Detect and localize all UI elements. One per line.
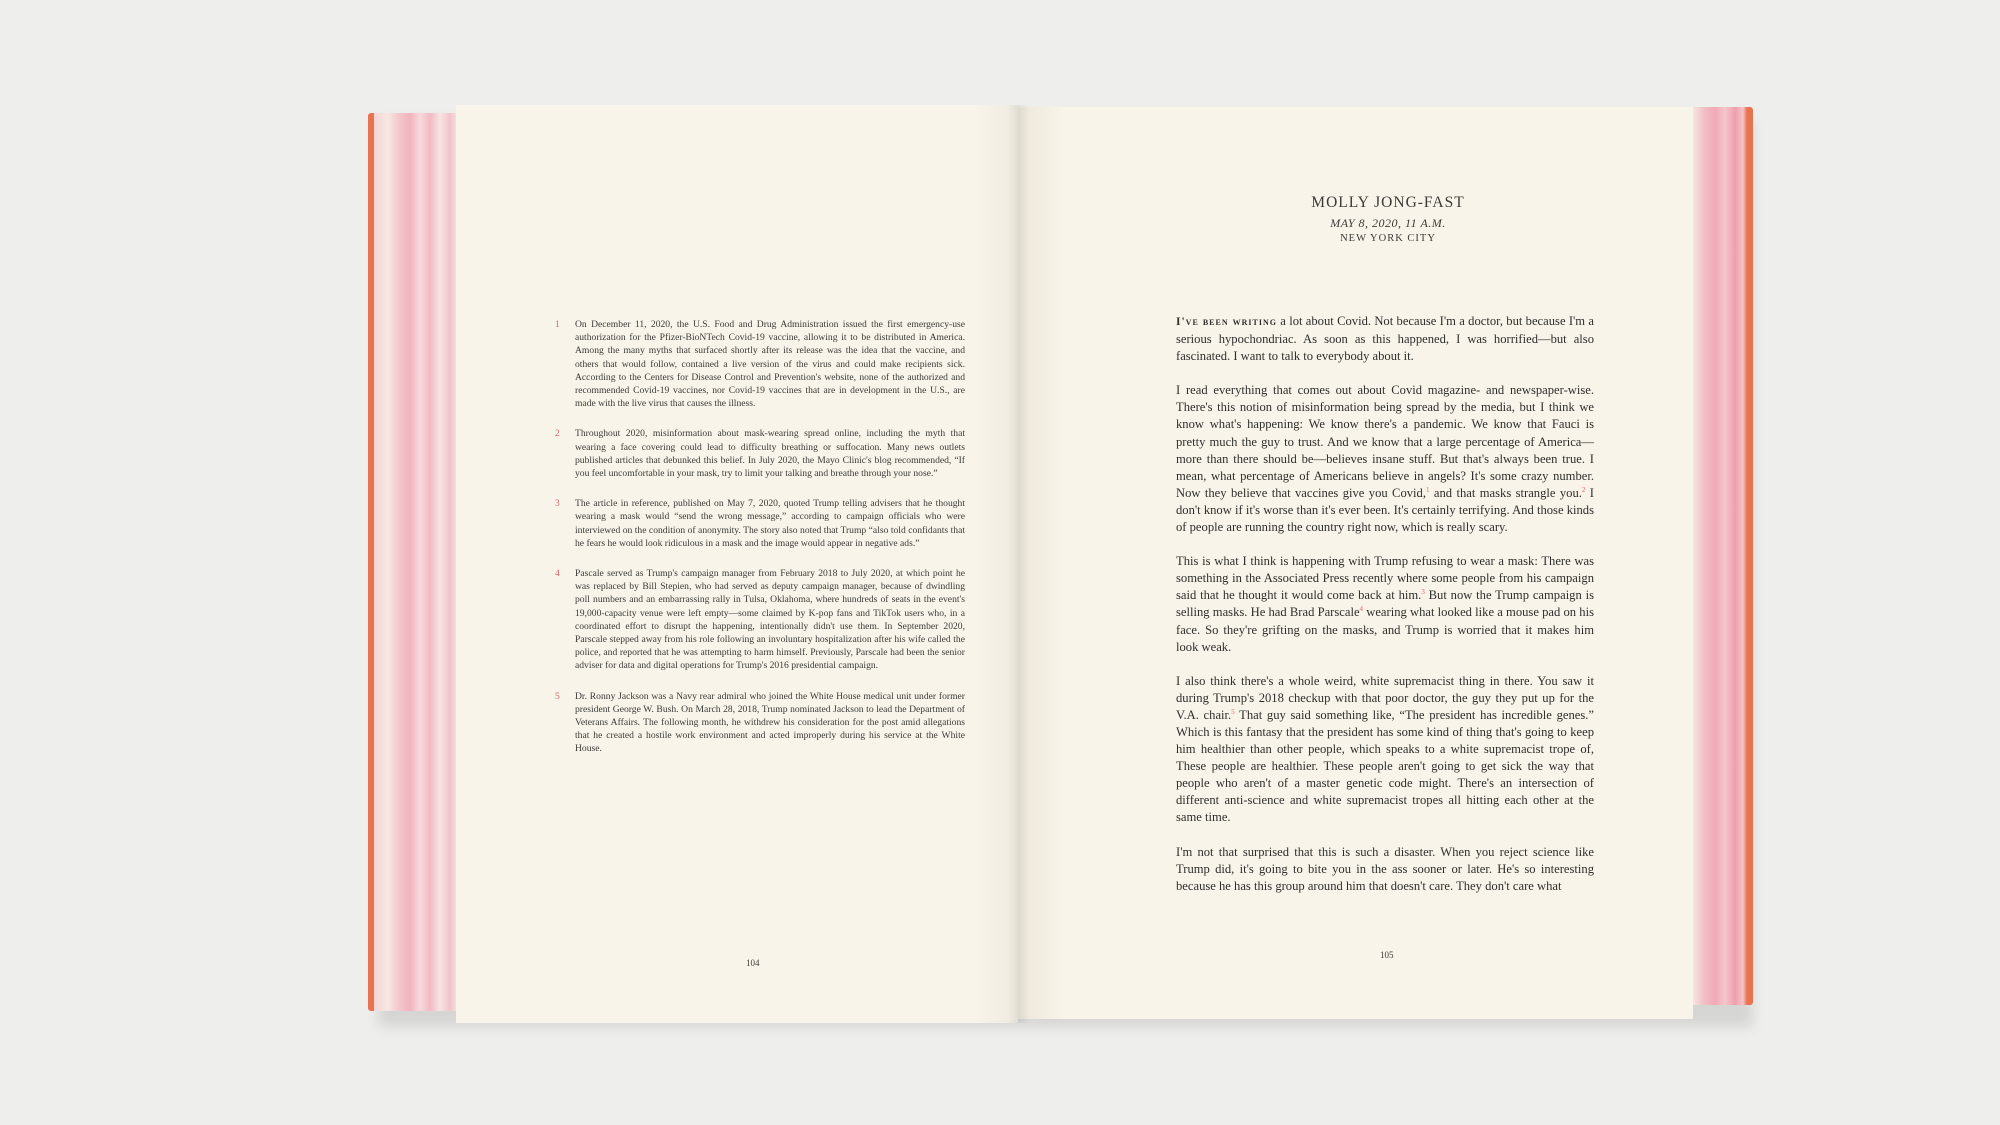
paragraph	[1176, 382, 1594, 536]
footnote-ref[interactable]: 2	[1581, 485, 1586, 494]
paragraph	[1176, 313, 1594, 365]
paragraph-text: I don't know if it's worse than it's ever been. It's certainly terrifying. And those kinds of people are running the country right now, which is really scary.	[1176, 485, 1594, 535]
paragraph-text: wearing what looked like a mouse pad on his face. So they're grifting on the masks, and Trump is worried that it makes him look weak.	[1176, 605, 1594, 654]
paragraph	[1176, 673, 1594, 827]
left-page-edges	[368, 113, 458, 1011]
page-number-left: 104	[746, 958, 760, 968]
footnote-number: 5	[555, 690, 560, 702]
paragraph	[1176, 553, 1594, 656]
paragraph-text: and that masks strangle you.	[1429, 485, 1582, 500]
lead-in: I've been writing	[1176, 316, 1277, 328]
footnotes	[555, 318, 965, 773]
footnote-ref[interactable]: 4	[1359, 605, 1364, 614]
footnote-text: The article in reference, published on May 7, 2020, quoted Trump telling advisers that he thought wearing a mask would “send the wrong message,” according to campaign officials who were interviewed on the condition of anonymity. The story also noted that Trump “also told confidants that he fears he would look ridiculous in a mask and the image would appear in negative ads.”	[575, 498, 965, 549]
page-number-right: 105	[1380, 950, 1394, 960]
book-gutter	[1008, 105, 1030, 1023]
paragraph-text: But now the Trump campaign is selling masks. He had Brad Parscale	[1176, 588, 1595, 620]
paragraph-text: This is what I think is happening with Trump refusing to wear a mask: There was something in the Associated Press recently where some people from his campaign said that he thought it would come back at him.	[1176, 554, 1594, 603]
author-name: MOLLY JONG-FAST	[1311, 194, 1465, 211]
footnote-text: Dr. Ronny Jackson was a Navy rear admiral who joined the White House medical unit under former president George W. Bush. On March 28, 2018, Trump nominated Jackson to lead the Department of Veterans Affairs. The following month, he withdrew his consideration for the post amid allegations that he created a hostile work environment and acted improperly during his service at the White House.	[575, 690, 965, 755]
footnote-ref[interactable]: 5	[1231, 707, 1235, 716]
interview-date: MAY 8, 2020, 11 A.M.	[1330, 216, 1446, 230]
paragraph-text: That guy said something like, “The president has incredible genes.” Which is this fantasy that the president has some kind of thing that's going to keep him healthier than other people, which speaks to a white supremacist trope of, These people are healthier. These people aren't going to get sick the way that people who aren't of a master genetic code might. There's an intersection of different anti-science and white supremacist tropes all hitting each other at the same time.	[1176, 707, 1594, 825]
footnote-number: 4	[555, 568, 560, 580]
body-text	[1176, 313, 1594, 912]
footnote	[555, 690, 965, 756]
chapter-header	[1108, 194, 1668, 244]
footnote-number: 3	[555, 498, 560, 510]
paragraph-text: I read everything that comes out about Covid magazine- and newspaper-wise. There's this notion of misinformation being spread by the media, but I think we know what's happening: We know there's a pandemic. We know that Fauci is pretty much the guy to trust. And we know that a large percentage of America—more than there should be—believes insane stuff. But that's always been true. I mean, what percentage of Americans believe in angels? It's some crazy number. Now they believe that vaccines give you Covid,	[1176, 383, 1594, 500]
footnote-text: On December 11, 2020, the U.S. Food and Drug Administration issued the first emergency-use authorization for the Pfizer-BioNTech Covid-19 vaccine, allowing it to be distributed in America. Among the many myths that surfaced shortly after its release was the idea that the vaccine, and others that would follow, contained a live version of the virus and could make recipients sick. According to the Centers for Disease Control and Prevention's website, none of the authorized and recommended Covid-19 vaccines, nor Covid-19 vaccines that are in development in the U.S., are made with the live virus that causes the illness.	[575, 319, 965, 410]
footnote-number: 2	[555, 428, 560, 440]
right-page-edges	[1693, 107, 1753, 1005]
footnote	[555, 567, 965, 673]
paragraph	[1176, 844, 1594, 895]
footnote-number: 1	[555, 319, 560, 330]
footnote-text: Pascale served as Trump's campaign manager from February 2018 to July 2020, at which point he was replaced by Bill Stepien, who had served as deputy campaign manager, because of dwindling poll numbers and an embarrassing rally in Tulsa, Oklahoma, where hundreds of seats in the event's 19,000-capacity venue were left empty—some claimed by K-pop fans and TikTok users who, in a coordinated effort to disrupt the happening, intentionally didn't use them. In September 2020, Parscale stepped away from his role following an involuntary hospitalization after his wife called the police, and reported that he was attempting to harm himself. Previously, Parscale had been the senior adviser for data and digital operations for Trump's 2016 presidential campaign.	[575, 568, 965, 672]
interview-city: NEW YORK CITY	[1340, 233, 1436, 244]
footnote	[555, 427, 965, 480]
footnote	[555, 318, 965, 410]
footnote-ref[interactable]: 3	[1421, 588, 1425, 597]
paragraph-text: a lot about Covid. Not because I'm a doctor, but because I'm a serious hypochondriac. As soon as this happened, I was horrified—but also fascinated. I want to talk to everybody about it.	[1176, 314, 1594, 364]
paragraph-text: I'm not that surprised that this is such a disaster. When you reject science like Trump did, it's going to bite you in the ass sooner or later. He's so interesting because he has this group around him that doesn't care. They don't care what	[1176, 844, 1594, 893]
footnote-ref[interactable]: 1	[1426, 485, 1430, 494]
paragraph-text: I also think there's a whole weird, white supremacist thing in there. You saw it during Trump's 2018 checkup with that poor doctor, the guy they put up for the V.A. chair.	[1176, 673, 1594, 722]
footnote	[555, 497, 965, 550]
footnote-text: Throughout 2020, misinformation about mask-wearing spread online, including the myth that wearing a face covering could lead to difficulty breathing or suffocation. Many news outlets published articles that debunked this belief. In July 2020, the Mayo Clinic's blog recommended, “If you feel uncomfortable in your mask, try to limit your talking and breathe through your nose.”	[575, 428, 965, 480]
